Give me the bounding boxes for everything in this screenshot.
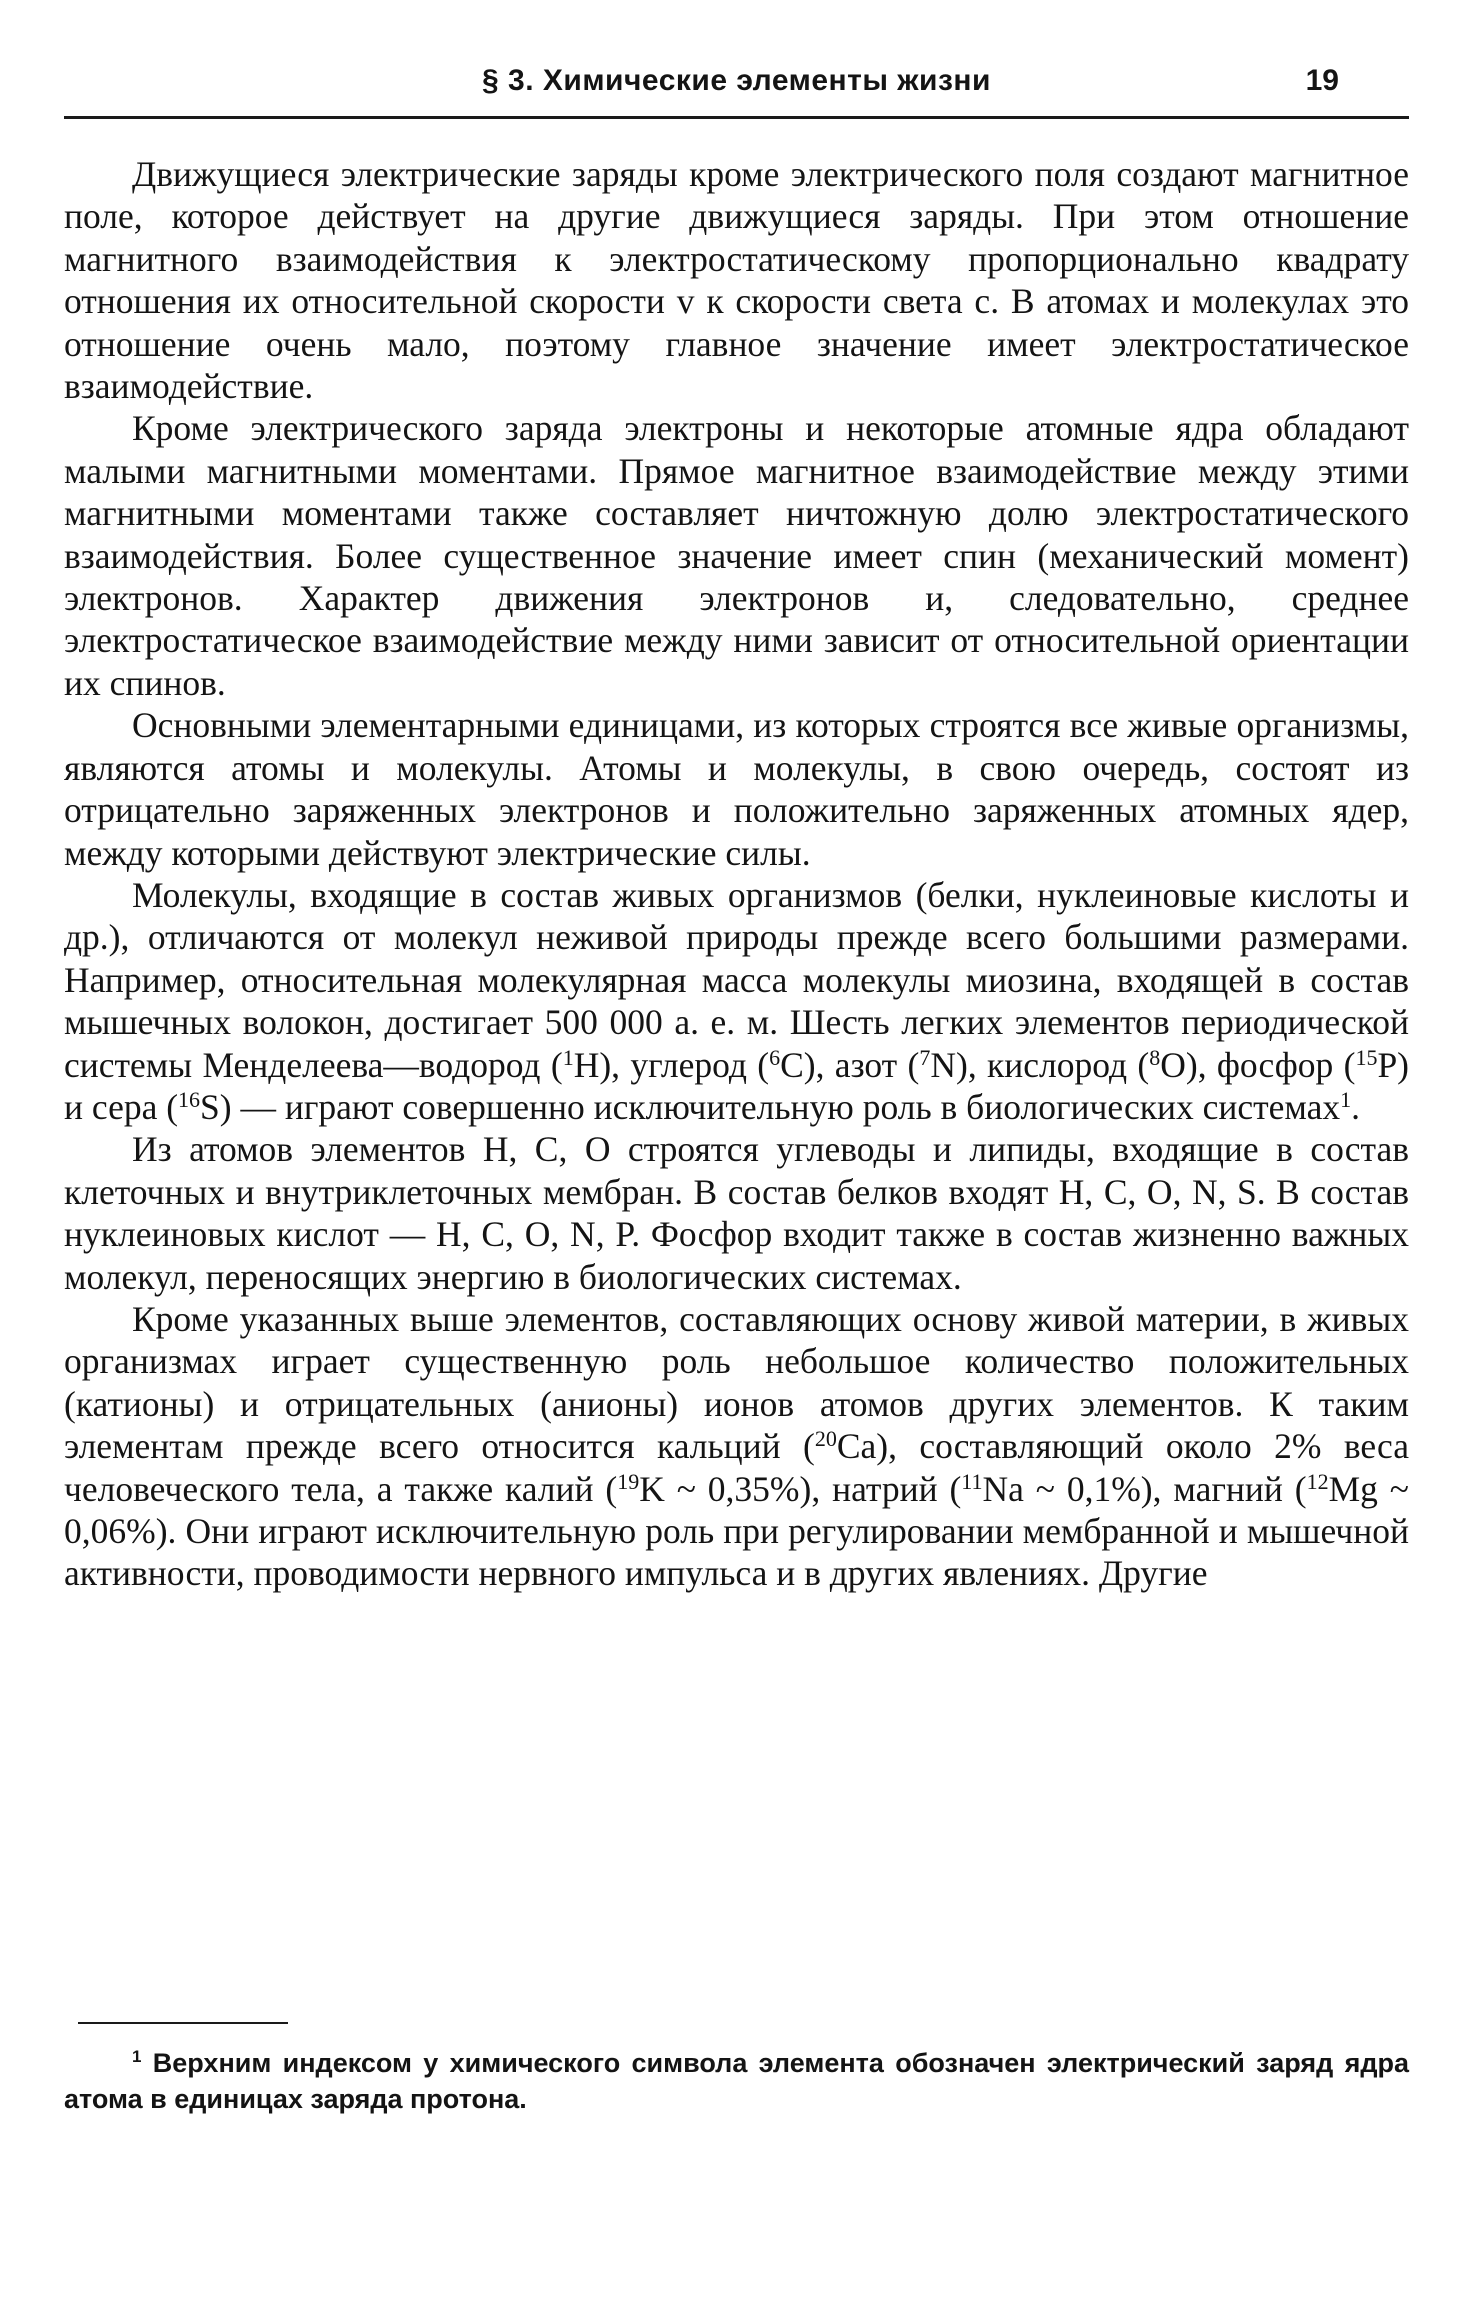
page-number: 19: [1305, 64, 1339, 97]
footnote-ref[interactable]: 1: [1340, 1086, 1352, 1112]
superscript: 15: [1355, 1044, 1378, 1070]
footnote: [64, 2045, 1409, 2117]
superscript: 12: [1306, 1468, 1329, 1494]
text-run: N), кислород (: [930, 1044, 1150, 1085]
section-title: § 3. Химические элементы жизни: [482, 64, 991, 97]
main-text: [64, 153, 1409, 1595]
running-header: [64, 60, 1409, 119]
footnote-divider: [78, 2022, 288, 2024]
text-run: S) — играют совершенно исключительную роль в биологических системах: [200, 1086, 1341, 1127]
text-run: O), фосфор (: [1160, 1044, 1356, 1085]
text-run: K ~ 0,35%), натрий (: [639, 1468, 962, 1509]
text-run: H), углерод (: [573, 1044, 770, 1085]
text-run: Молекулы, входящие в состав живых организмов (белки, нуклеиновые кислоты и др.), отличаются от молекул неживой природы прежде всего большими размерами. Например, относительная молекулярная масса молекулы миозина, входящей в состав мышечных волокон, достигает 500 000 а. е. м. Шесть легких элементов периодической системы Менделеева—водород (: [64, 874, 1409, 1085]
paragraph-5: Из атомов элементов H, C, O строятся углеводы и липиды, входящие в состав клеточных и внутриклеточных мембран. В состав белков входят H, C, O, N, S. В состав нуклеиновых кислот — H, C, O, N, P. Фосфор входит также в состав жизненно важных молекул, переносящих энергию в биологических системах.: [64, 1129, 1409, 1297]
superscript: 1: [562, 1044, 574, 1070]
book-page: [64, 60, 1409, 2280]
superscript: 16: [178, 1086, 201, 1112]
superscript: 19: [617, 1468, 640, 1494]
superscript: 8: [1149, 1044, 1161, 1070]
text-run: Mg ~ 0,06%). Они играют исключительную роль при регулировании мембранной и мышечной активности, проводимости нервного импульса и в других явлениях. Другие: [64, 1468, 1409, 1594]
text-run: C), азот (: [780, 1044, 920, 1085]
superscript: 7: [919, 1044, 931, 1070]
text-run: Ca), составляющий около 2% веса человеческого тела, а также калий (: [64, 1426, 1409, 1509]
footnote-marker: 1: [132, 2047, 142, 2066]
footnote-text: Верхним индексом у химического символа элемента обозначен электрический заряд ядра атома в единицах заряда протона.: [64, 2048, 1409, 2114]
text-run: .: [1351, 1086, 1361, 1127]
superscript: 11: [961, 1468, 983, 1494]
paragraph-6: [64, 1298, 1409, 1595]
superscript: 6: [769, 1044, 781, 1070]
text-run: P) и сера (: [64, 1044, 1410, 1127]
text-run: Na ~ 0,1%), магний (: [982, 1468, 1307, 1509]
paragraph-1: Движущиеся электрические заряды кроме электрического поля создают магнитное поле, которое действует на другие движущиеся заряды. При этом отношение магнитного взаимодействия к электростатическому пропорционально квадрату отношения их относительной скорости v к скорости света c. В атомах и молекулах это отношение очень мало, поэтому главное значение имеет электростатическое взаимодействие.: [64, 154, 1409, 407]
superscript: 20: [814, 1426, 837, 1452]
paragraph-4: [64, 874, 1409, 1128]
text-run: Кроме указанных выше элементов, составляющих основу живой материи, в живых организмах играет существенную роль небольшое количество положительных (катионы) и отрицательных (анионы) ионов атомов других элементов. К таким элементам прежде всего относится кальций (: [64, 1298, 1409, 1467]
paragraph-3: Основными элементарными единицами, из которых строятся все живые организмы, являются атомы и молекулы. Атомы и молекулы, в свою очередь, состоят из отрицательно заряженных электронов и положительно заряженных атомных ядер, между которыми действуют электрические силы.: [64, 705, 1409, 873]
paragraph-2: Кроме электрического заряда электроны и некоторые атомные ядра обладают малыми магнитными моментами. Прямое магнитное взаимодействие между этими магнитными моментами также составляет ничтожную долю электростатического взаимодействия. Более существенное значение имеет спин (механический момент) электронов. Характер движения электронов и, следовательно, среднее электростатическое взаимодействие между ними зависит от относительной ориентации их спинов.: [64, 408, 1409, 703]
